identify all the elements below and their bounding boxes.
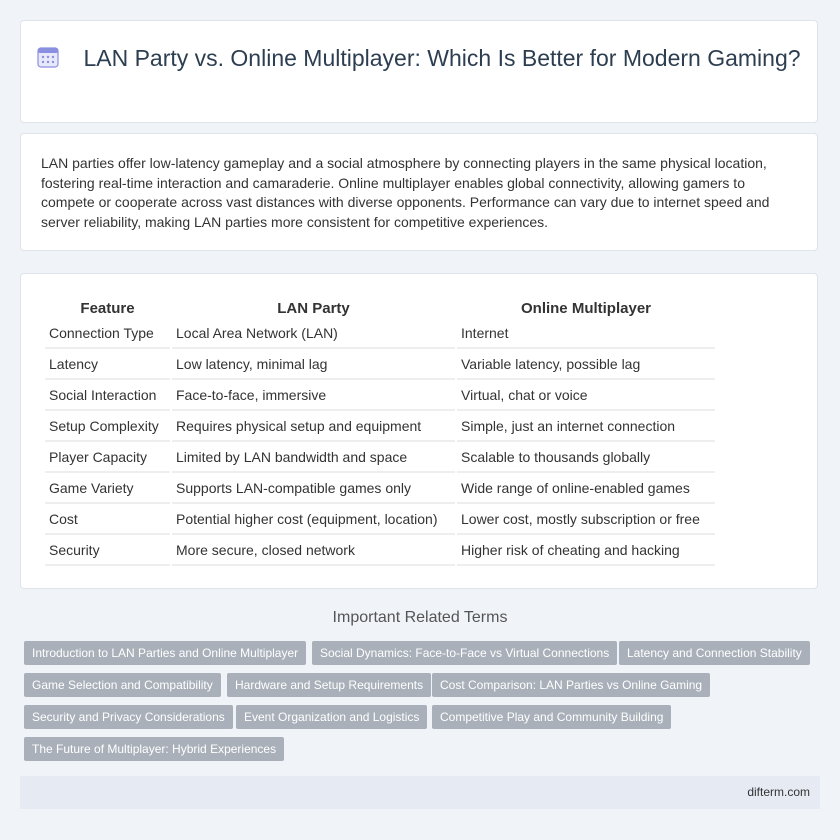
footer [20,776,820,809]
related-term-tag[interactable]: The Future of Multiplayer: Hybrid Experiences [24,737,284,761]
table-cell: Higher risk of cheating and hacking [457,535,715,566]
table-cell: Lower cost, mostly subscription or free [457,504,715,535]
table-row [45,535,715,566]
related-term-tag[interactable]: Competitive Play and Community Building [432,705,671,729]
calendar-icon [37,46,59,68]
related-term-tag[interactable]: Latency and Connection Stability [619,641,810,665]
related-term-tag[interactable]: Cost Comparison: LAN Parties vs Online Gaming [432,673,710,697]
table-cell: Local Area Network (LAN) [172,318,455,349]
comparison-table [43,296,717,566]
table-cell: Game Variety [45,473,170,504]
table-row [45,411,715,442]
table-cell: Player Capacity [45,442,170,473]
table-row [45,380,715,411]
table-row [45,349,715,380]
table-cell: More secure, closed network [172,535,455,566]
column-header: LAN Party [277,300,350,317]
table-cell: Simple, just an internet connection [457,411,715,442]
table-cell: Variable latency, possible lag [457,349,715,380]
table-cell: Connection Type [45,318,170,349]
table-cell: Supports LAN-compatible games only [172,473,455,504]
related-term-tag[interactable]: Social Dynamics: Face-to-Face vs Virtual Connections [312,641,617,665]
table-cell: Wide range of online-enabled games [457,473,715,504]
table-cell: Internet [457,318,715,349]
column-header: Online Multiplayer [520,300,652,317]
intro-paragraph: LAN parties offer low-latency gameplay and a social atmosphere by connecting players in the same physical location, fostering real-time interaction and camaraderie. Online multiplayer enables global connectivity, allowing gamers to compete or cooperate across vast distances with diverse opponents. Performance can vary due to internet speed and server reliability, making LAN parties more consistent for competitive experiences. [41,155,770,230]
related-terms-title: Important Related Terms [332,609,508,626]
table-cell: Requires physical setup and equipment [172,411,455,442]
table-row [45,473,715,504]
table-cell: Potential higher cost (equipment, location) [172,504,455,535]
related-term-tag[interactable]: Security and Privacy Considerations [24,705,233,729]
table-cell: Latency [45,349,170,380]
table-cell: Security [45,535,170,566]
table-cell: Virtual, chat or voice [457,380,715,411]
table-cell: Low latency, minimal lag [172,349,455,380]
table-cell: Cost [45,504,170,535]
table-row [45,318,715,349]
related-term-tag[interactable]: Event Organization and Logistics [236,705,427,729]
related-term-tag[interactable]: Hardware and Setup Requirements [227,673,431,697]
table-cell: Setup Complexity [45,411,170,442]
table-row [45,504,715,535]
column-header: Feature [80,300,135,317]
table-cell: Scalable to thousands globally [457,442,715,473]
table-cell: Face-to-face, immersive [172,380,455,411]
footer-site-link[interactable]: difterm.com [747,785,810,799]
header-card [20,20,818,123]
table-header-row [45,296,715,318]
table-row [45,442,715,473]
table-cell: Social Interaction [45,380,170,411]
comparison-card [20,273,818,589]
page-title-text: LAN Party vs. Online Multiplayer: Which Is Better for Modern Gaming? [83,45,801,71]
table-cell: Limited by LAN bandwidth and space [172,442,455,473]
related-term-tag[interactable]: Game Selection and Compatibility [24,673,221,697]
intro-card [20,133,818,251]
related-term-tag[interactable]: Introduction to LAN Parties and Online Multiplayer [24,641,306,665]
page-title [21,43,817,73]
